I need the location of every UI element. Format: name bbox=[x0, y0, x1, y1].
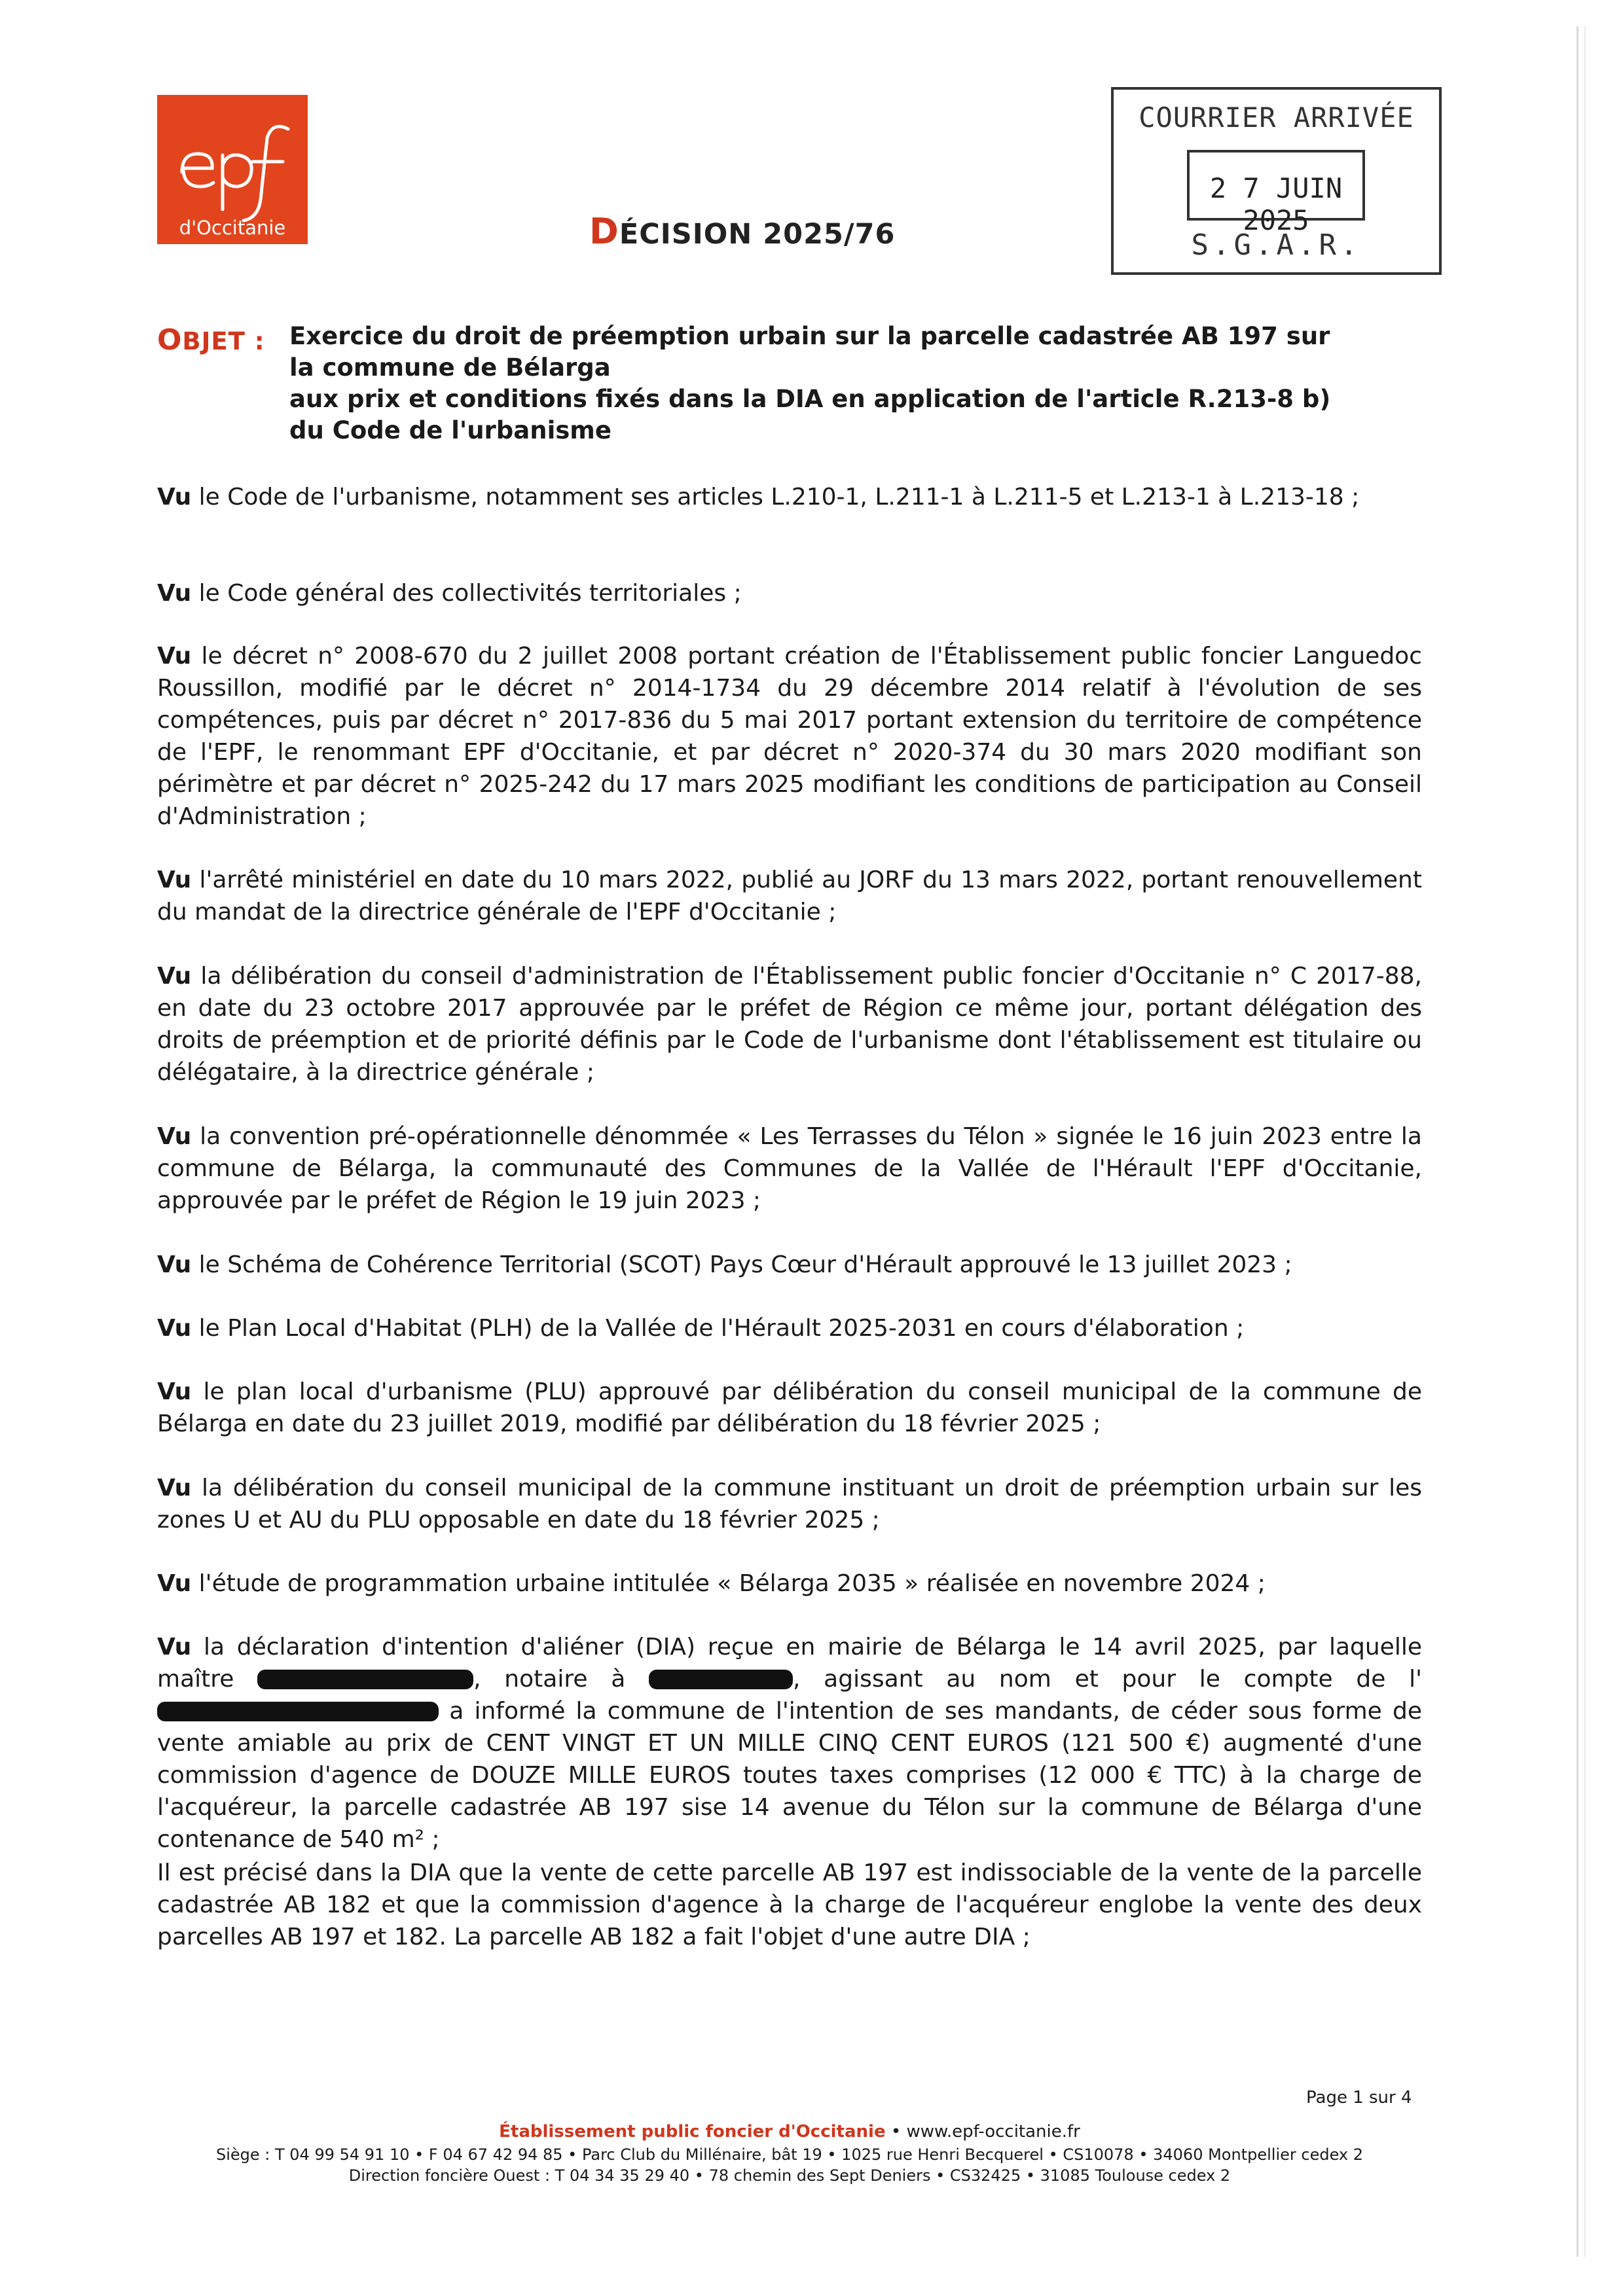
vu-text: le Plan Local d'Habitat (PLH) de la Vallée de l'Hérault 2025-2031 en cours d'élaboration ; bbox=[198, 1315, 1245, 1342]
vu-paragraph bbox=[157, 1249, 1422, 1281]
objet-label bbox=[157, 323, 265, 357]
vu-text: le plan local d'urbanisme (PLU) approuvé par délibération du conseil municipal de la commune de Bélarga en date du 23 juillet 2019, modifié par délibération du 18 février 2025 ; bbox=[157, 1378, 1422, 1437]
vu-text: le Code général des collectivités territoriales ; bbox=[198, 580, 742, 607]
vu-word: Vu bbox=[157, 643, 192, 670]
vu-paragraph bbox=[157, 1121, 1422, 1217]
decision-title bbox=[589, 211, 895, 252]
redaction-bar bbox=[649, 1670, 793, 1689]
vu-paragraph bbox=[157, 481, 1422, 513]
decision-number: ÉCISION 2025/76 bbox=[619, 218, 896, 251]
vu-paragraph bbox=[157, 1312, 1422, 1344]
redaction-bar bbox=[157, 1702, 439, 1721]
arrival-stamp bbox=[1111, 87, 1442, 275]
stamp-org: S.G.A.R. bbox=[1191, 228, 1362, 262]
vu-word: Vu bbox=[157, 1475, 192, 1501]
objet-line: du Code de l'urbanisme bbox=[289, 416, 611, 444]
vu-text: l'étude de programmation urbaine intitulée « Bélarga 2035 » réalisée en novembre 2024 ; bbox=[198, 1570, 1266, 1597]
stamp-date-box bbox=[1187, 150, 1365, 236]
footer-org-line bbox=[157, 2122, 1422, 2142]
scan-edge-line bbox=[1584, 26, 1586, 2257]
vu-text: le Code de l'urbanisme, notamment ses articles L.210-1, L.211-1 à L.211-5 et L.213-1 à L.213-18 ; bbox=[198, 484, 1360, 511]
vu-word: Vu bbox=[157, 1251, 192, 1278]
objet-initial: O bbox=[157, 323, 183, 357]
dia-note-paragraph: Il est précisé dans la DIA que la vente de cette parcelle AB 197 est indissociable de la vente de la parcelle cadastrée AB 182 et que la commission d'agence à la charge de l'acquéreur englobe la vente des deux parcelles AB 197 et 182. La parcelle AB 182 a fait l'objet d'une autre DIA ; bbox=[157, 1859, 1422, 1950]
stamp-title: COURRIER ARRIVÉE bbox=[1139, 101, 1414, 134]
vu-text: l'arrêté ministériel en date du 10 mars 2022, publié au JORF du 13 mars 2022, portant renouvellement du mandat de la directrice générale de l'EPF d'Occitanie ; bbox=[157, 867, 1422, 925]
footer-direction: Direction foncière Ouest : T 04 34 35 29 40 • 78 chemin des Sept Deniers • CS32425 • 31085 Toulouse cedex 2 bbox=[348, 2166, 1231, 2185]
objet-line: Exercice du droit de préemption urbain sur la parcelle cadastrée AB 197 sur bbox=[289, 322, 1330, 350]
vu-word: Vu bbox=[157, 1378, 192, 1405]
vu-text: la délibération du conseil municipal de la commune instituant un droit de préemption urbain sur les zones U et AU du PLU opposable en date du 18 février 2025 ; bbox=[157, 1475, 1423, 1534]
vu-paragraph bbox=[157, 577, 1422, 609]
vu-word: Vu bbox=[157, 963, 192, 990]
vu-text: la convention pré-opérationnelle dénommée « Les Terrasses du Télon » signée le 16 juin 2023 entre la commune de Bélarga, la communauté des Communes de la Vallée de l'Hérault l'EPF d'Occitanie, approuvée par le préfet de Région le 19 juin 2023 ; bbox=[157, 1123, 1422, 1214]
vu-word: Vu bbox=[157, 867, 192, 893]
vu-paragraph bbox=[157, 1568, 1422, 1600]
objet-line: la commune de Bélarga bbox=[289, 353, 611, 382]
decision-initial: D bbox=[589, 211, 619, 252]
footer-web: • www.epf-occitanie.fr bbox=[885, 2122, 1080, 2142]
vu-paragraph bbox=[157, 1472, 1422, 1536]
vu-paragraph bbox=[157, 640, 1422, 833]
objet-line: aux prix et conditions fixés dans la DIA en application de l'article R.213-8 b) bbox=[289, 385, 1331, 413]
vu-text: la délibération du conseil d'administration de l'Établissement public foncier d'Occitanie n° C 2017-88, en date du 23 octobre 2017 approuvée par le préfet de Région ce même jour, portant délégation des droits de préemption et de priorité définis par le Code de l'urbanisme dont l'établissement est titulaire ou délégataire, à la directrice générale ; bbox=[157, 963, 1422, 1086]
footer-org: Établissement public foncier d'Occitanie bbox=[499, 2122, 886, 2142]
vu-word: Vu bbox=[157, 484, 192, 511]
vu-word: Vu bbox=[157, 1315, 192, 1342]
dia-text-1: la déclaration d'intention d'aliéner (DIA) reçue en mairie de Bélarga le 14 avril 2025, par laquelle maître bbox=[157, 1634, 1422, 1693]
dia-text-2: , notaire à bbox=[473, 1666, 626, 1693]
vu-text: le Schéma de Cohérence Territorial (SCOT) Pays Cœur d'Hérault approuvé le 13 juillet 2023 ; bbox=[198, 1251, 1292, 1278]
page-number: Page 1 sur 4 bbox=[1306, 2088, 1412, 2108]
vu-text: le décret n° 2008-670 du 2 juillet 2008 portant création de l'Établissement public foncier Languedoc Roussillon, modifié par le décret n° 2014-1734 du 29 décembre 2014 relatif à l'évolution de ses compétences, puis par décret n° 2017-836 du 5 mai 2017 portant extension du territoire de compétence de l'EPF, le renommant EPF d'Occitanie, et par décret n° 2020-374 du 30 mars 2020 modifiant son périmètre et par décret n° 2025-242 du 17 mars 2025 modifiant les conditions de participation au Conseil d'Administration ; bbox=[157, 643, 1422, 830]
stamp-date: 2 7 JUIN 2025 bbox=[1209, 172, 1343, 236]
vu-word: Vu bbox=[157, 1123, 192, 1150]
epf-logo bbox=[157, 95, 308, 244]
dia-text-4: a informé la commune de l'intention de ses mandants, de céder sous forme de vente amiable au prix de CENT VINGT ET UN MILLE CINQ CENT EUROS (121 500 €) augmenté d'une commission d'agence de DOUZE MILLE EUROS toutes taxes comprises (12 000 € TTC) à la charge de l'acquéreur, la parcelle cadastrée AB 197 sise 14 avenue du Télon sur la commune de Bélarga d'une contenance de 540 m² ; bbox=[157, 1698, 1423, 1853]
logo-subtitle: d'Occitanie bbox=[179, 217, 286, 239]
vu-paragraph bbox=[157, 960, 1422, 1088]
vu-word: Vu bbox=[157, 580, 192, 607]
vu-paragraph bbox=[157, 1376, 1422, 1440]
vu-paragraph bbox=[157, 864, 1422, 928]
scan-edge-line bbox=[1577, 26, 1578, 2257]
footer-siege: Siège : T 04 99 54 91 10 • F 04 67 42 94 85 • Parc Club du Millénaire, bât 19 • 1025 rue Henri Becquerel • CS10078 • 34060 Montpellier cedex 2 bbox=[215, 2145, 1364, 2164]
objet-label-rest: BJET : bbox=[182, 327, 265, 355]
objet-text bbox=[289, 321, 1422, 446]
redaction-bar bbox=[257, 1670, 473, 1689]
vu-dia-paragraph bbox=[157, 1631, 1422, 1856]
vu-word: Vu bbox=[157, 1634, 192, 1660]
dia-text-3: , agissant au nom et pour le compte de l' bbox=[793, 1666, 1422, 1693]
vu-word: Vu bbox=[157, 1570, 192, 1597]
